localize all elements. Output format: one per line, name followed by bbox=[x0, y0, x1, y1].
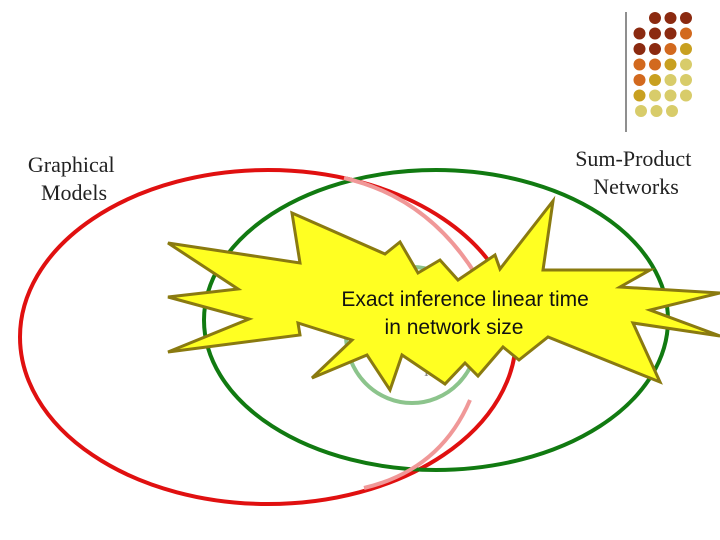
decorative-dot bbox=[635, 105, 647, 117]
decorative-dot bbox=[649, 74, 661, 86]
decorative-dot bbox=[665, 90, 677, 102]
sum-product-networks-label-line-1: Sum-Product bbox=[575, 146, 692, 171]
decorative-dot bbox=[649, 12, 661, 24]
decorative-dot bbox=[649, 43, 661, 55]
callout-text-line-2: in network size bbox=[384, 316, 524, 339]
sum-product-networks-label-line-2: Networks bbox=[593, 174, 679, 199]
graphical-models-label-line-2: Models bbox=[41, 180, 107, 205]
decorative-dot bbox=[665, 43, 677, 55]
decorative-dot bbox=[651, 105, 663, 117]
decorative-dot bbox=[649, 59, 661, 71]
decorative-dot bbox=[634, 74, 646, 86]
decorative-dot bbox=[665, 74, 677, 86]
decorative-dot bbox=[634, 43, 646, 55]
decorative-dot bbox=[680, 43, 692, 55]
decorative-dot bbox=[680, 59, 692, 71]
decorative-dot bbox=[665, 12, 677, 24]
decorative-dot bbox=[649, 90, 661, 102]
decorative-dot bbox=[680, 28, 692, 40]
callout-text-line-1: Exact inference linear time bbox=[341, 288, 589, 311]
graphical-models-label bbox=[28, 152, 120, 205]
decorative-dot-grid bbox=[634, 12, 693, 117]
decorative-dot bbox=[634, 28, 646, 40]
graphical-models-ellipse-faded-lower-segment bbox=[364, 400, 470, 488]
decorative-dot bbox=[680, 74, 692, 86]
decorative-dot bbox=[649, 28, 661, 40]
decorative-dot bbox=[634, 59, 646, 71]
graphical-models-label-line-1: Graphical bbox=[27, 152, 115, 177]
decorative-dot bbox=[665, 59, 677, 71]
sum-product-networks-label bbox=[575, 146, 697, 199]
decorative-dot bbox=[680, 90, 692, 102]
decorative-dot bbox=[680, 12, 692, 24]
decorative-dot bbox=[665, 28, 677, 40]
decorative-dot bbox=[634, 90, 646, 102]
decorative-dot bbox=[666, 105, 678, 117]
